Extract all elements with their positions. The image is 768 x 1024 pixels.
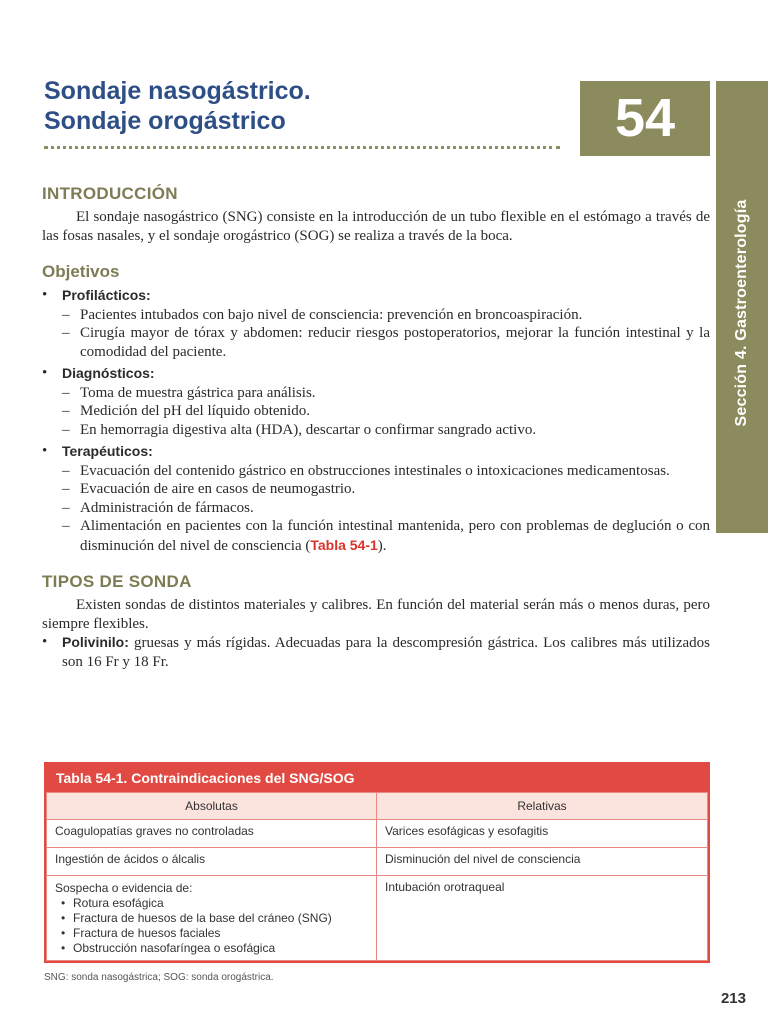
chapter-number-box: 54 (580, 81, 710, 156)
table-header-absolute: Absolutas (47, 793, 377, 820)
contraindications-table (44, 762, 710, 963)
table-reference-link[interactable]: Tabla 54-1 (310, 536, 378, 553)
table-bullet-list (55, 896, 368, 956)
list-item: – En hemorragia digestiva alta (HDA), descartar o confirmar sangrado activo. (62, 421, 537, 438)
objective-group-label: Profilácticos: (62, 287, 151, 303)
list-item: • Fractura de huesos faciales (73, 926, 368, 941)
types-paragraph: Existen sondas de distintos materiales y calibres. En función del material serán más o menos duras, pero siempre flexibles. (42, 597, 710, 632)
list-item: – Administración de fármacos. (62, 499, 254, 516)
table-cell: Coagulopatías graves no controladas (47, 820, 377, 848)
chapter-title-line-1: Sondaje nasogástrico. (44, 77, 311, 105)
table-caption: Tabla 54-1. Contraindicaciones del SNG/SOG (46, 764, 708, 792)
table-row (47, 876, 708, 961)
list-item: – Medición del pH del líquido obtenido. (62, 403, 310, 419)
intro-heading: INTRODUCCIÓN (42, 184, 178, 203)
type-label: Polivinilo: (62, 634, 129, 650)
list-item: – Alimentación en pacientes con la función intestinal mantenida, pero con problemas de deglución o con disminución del nivel de consciencia (Tabla 54-1). (62, 518, 710, 554)
objective-group-label: Terapéuticos: (62, 443, 153, 459)
table-footnote: SNG: sonda nasogástrica; SOG: sonda orogástrica. (44, 972, 274, 983)
table-row (47, 848, 708, 876)
table-cell-intro: Sospecha o evidencia de: (55, 881, 193, 895)
objective-group-therapeutic: • Terapéuticos: (42, 443, 153, 459)
table-row (47, 820, 708, 848)
list-item: – Evacuación del contenido gástrico en obstrucciones intestinales o intoxicaciones medicamentosas. (62, 462, 670, 479)
table-cell: Disminución del nivel de consciencia (377, 848, 708, 876)
table-cell: Varices esofágicas y esofagitis (377, 820, 708, 848)
table-cell: Intubación orotraqueal (377, 876, 708, 961)
page-number: 213 (720, 990, 746, 1007)
intro-paragraph: El sondaje nasogástrico (SNG) consiste en la introducción de un tubo flexible en el estómago a través de las fosas nasales, y el sondaje orogástrico (SOG) se realiza a través de la boca. (42, 209, 710, 244)
section-tab (716, 81, 768, 533)
types-heading: TIPOS DE SONDA (42, 572, 192, 591)
list-item: – Pacientes intubados con bajo nivel de consciencia: prevención en broncoaspiración. (62, 306, 583, 323)
list-item: – Evacuación de aire en casos de neumogastrio. (62, 481, 356, 497)
table-header-relative: Relativas (377, 793, 708, 820)
objective-group-label: Diagnósticos: (62, 365, 155, 381)
objective-group-prophylactic: • Profilácticos: (42, 287, 151, 303)
chapter-title-line-2: Sondaje orogástrico (44, 107, 286, 135)
list-item: • Obstrucción nasofaríngea o esofágica (73, 941, 368, 956)
table-cell (47, 876, 377, 961)
list-item: • Fractura de huesos de la base del cráneo (SNG) (73, 911, 368, 926)
section-tab-label: Sección 4. Gastroenterología (733, 199, 750, 427)
table-cell: Ingestión de ácidos o álcalis (47, 848, 377, 876)
list-item: – Cirugía mayor de tórax y abdomen: reducir riesgos postoperatorios, mejorar la función intestinal y la comodidad del paciente. (62, 325, 710, 360)
type-polivinilo: • Polivinilo: gruesas y más rígidas. Adecuadas para la descompresión gástrica. Los calibres más utilizados son 16 Fr y 18 Fr. (42, 634, 710, 670)
objective-group-diagnostic: • Diagnósticos: (42, 365, 155, 381)
list-item: – Toma de muestra gástrica para análisis. (62, 384, 316, 401)
title-dotted-rule (44, 146, 560, 149)
main-content (42, 183, 710, 671)
chapter-title (44, 76, 564, 136)
list-item: • Rotura esofágica (73, 896, 368, 911)
objectives-heading: Objetivos (42, 262, 120, 281)
